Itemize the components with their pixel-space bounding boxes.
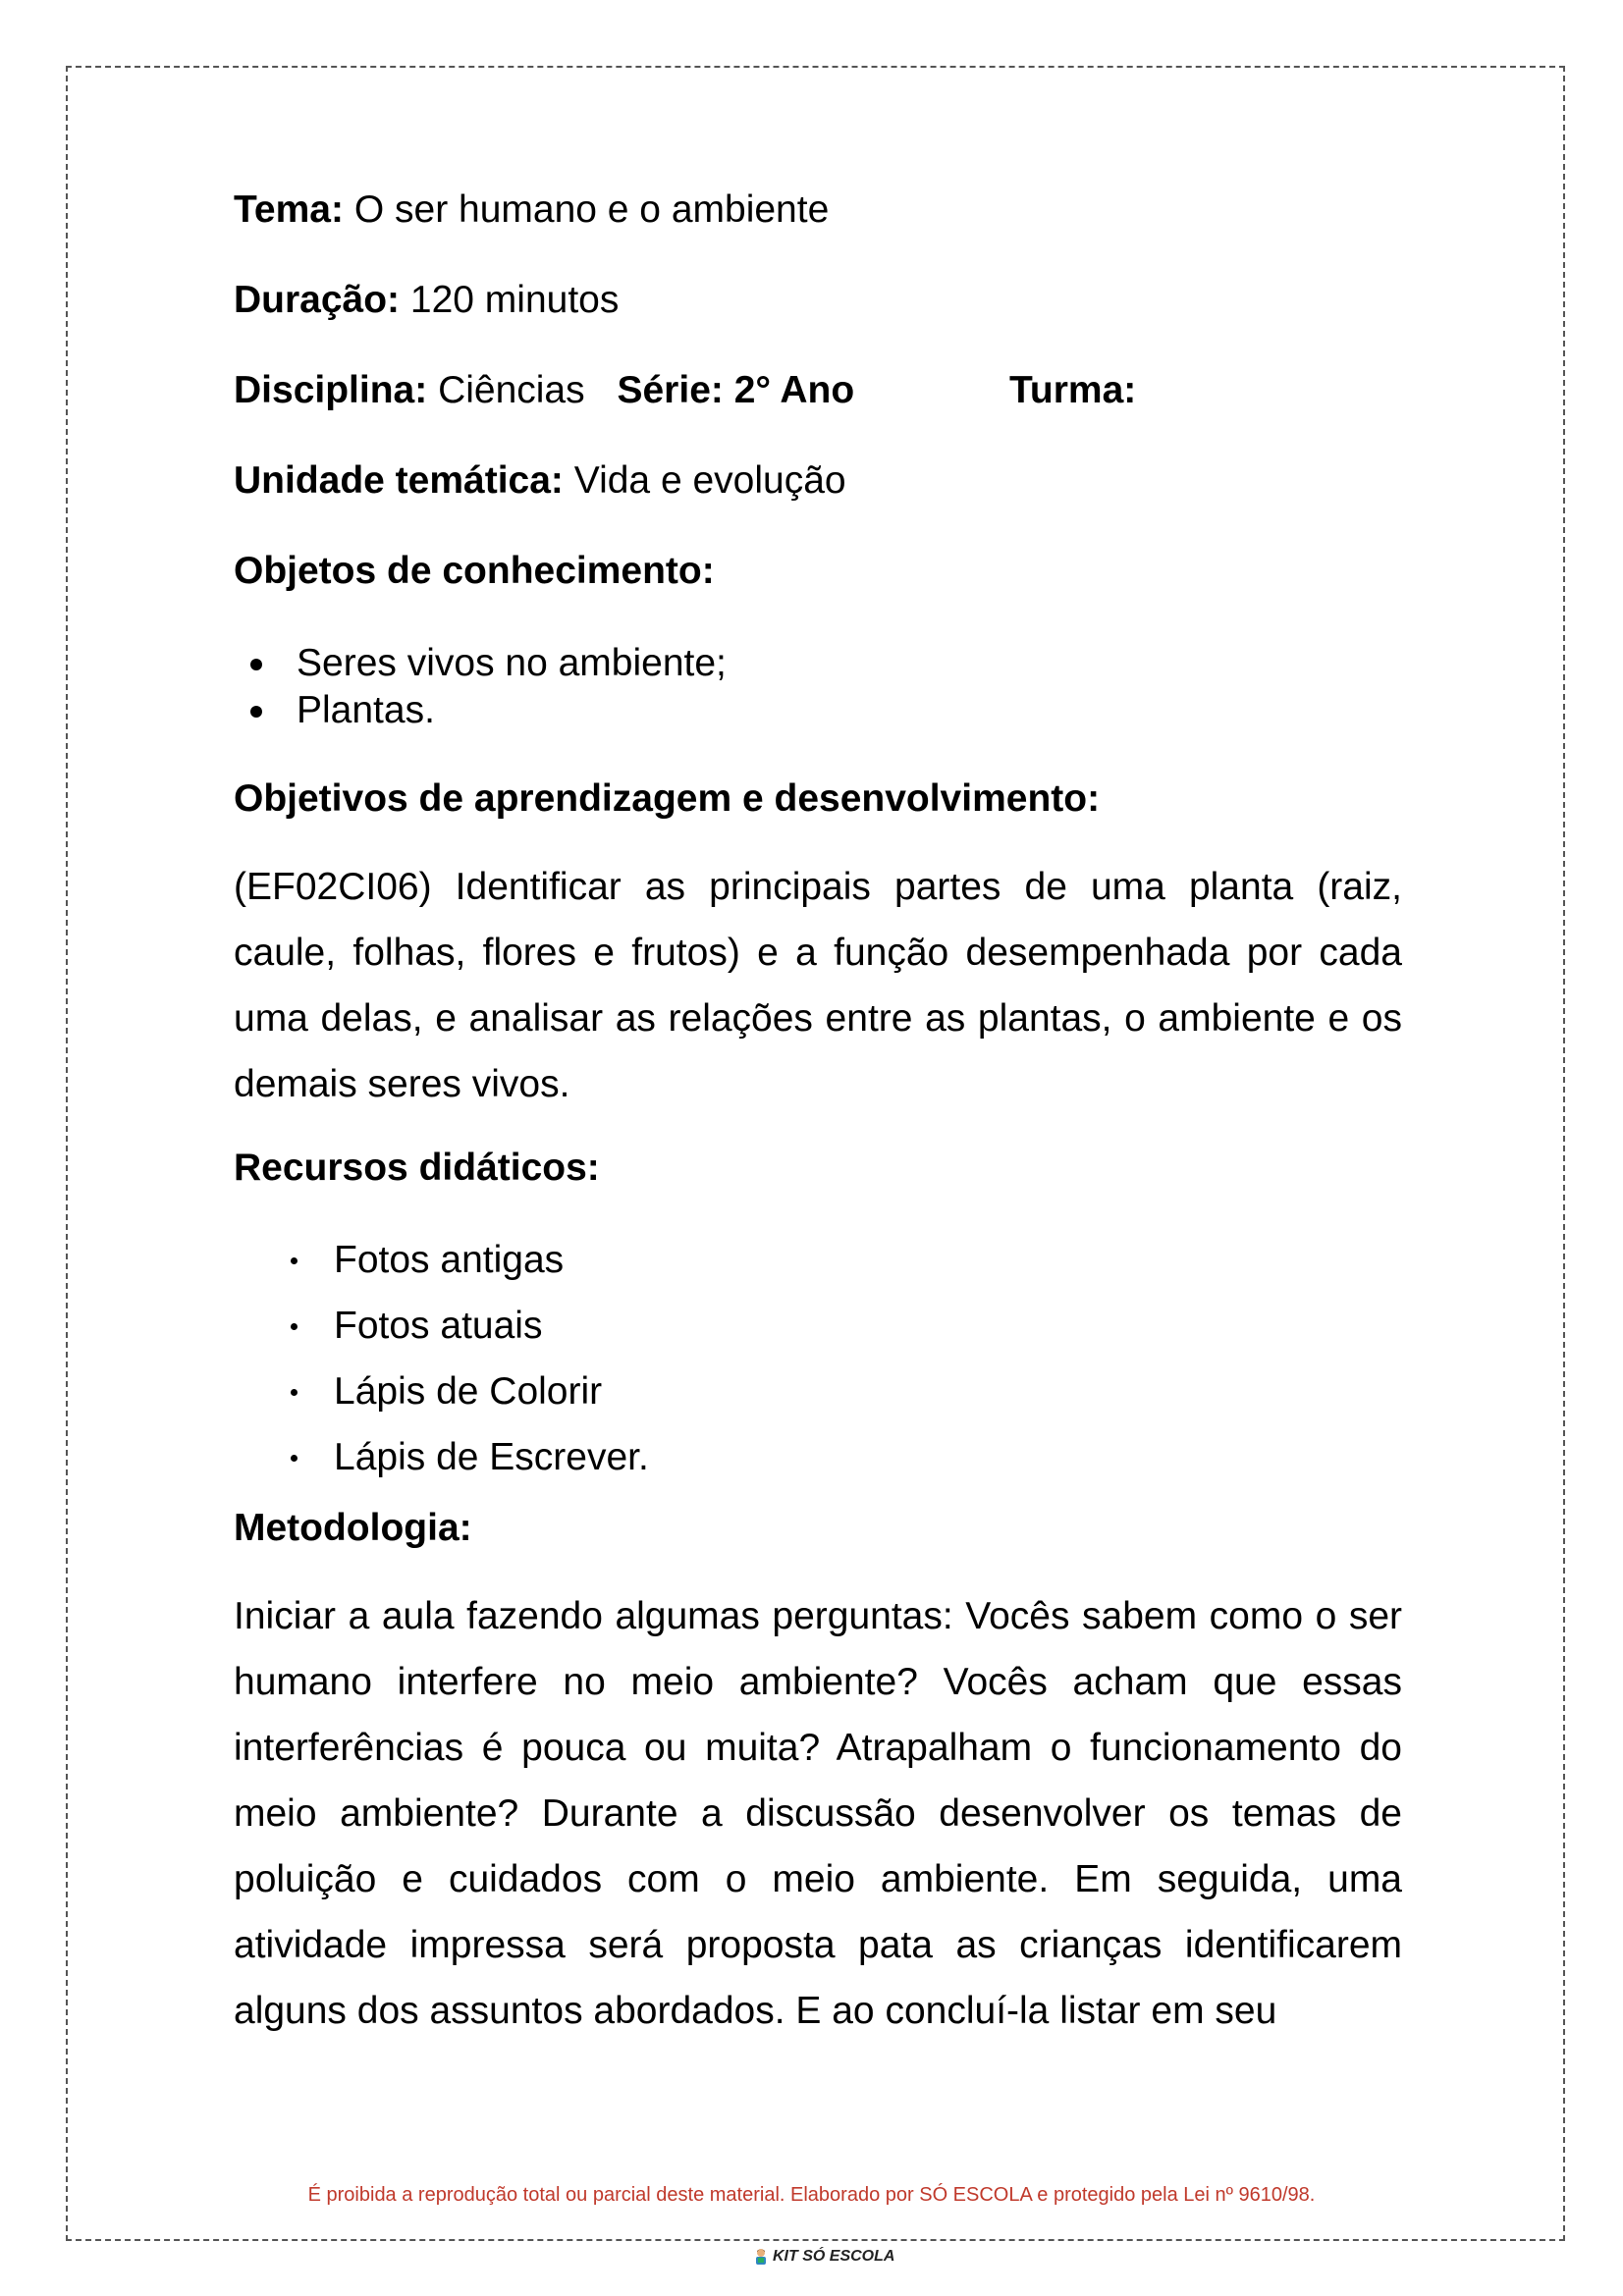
unidade-label: Unidade temática: (234, 459, 564, 502)
recursos-heading: Recursos didáticos: (234, 1147, 600, 1189)
lesson-plan (234, 187, 1402, 2044)
unidade-value: Vida e evolução (573, 459, 846, 502)
list-item: Lápis de Escrever. (234, 1434, 1402, 1481)
school-kid-icon (753, 2248, 769, 2266)
objetos-list (234, 640, 1402, 734)
turma-label: Turma: (1009, 369, 1137, 411)
list-item: Seres vivos no ambiente; (234, 640, 1402, 687)
brand-text: KIT SÓ ESCOLA (773, 2248, 895, 2265)
tema-value: O ser humano e o ambiente (353, 188, 830, 231)
list-item: Fotos atuais (234, 1303, 1402, 1350)
disciplina-value: Ciências (438, 369, 585, 411)
list-item: Lápis de Colorir (234, 1368, 1402, 1415)
field-tema (234, 187, 1402, 234)
copyright-notice: É proibida a reprodução total ou parcial deste material. Elaborado por SÓ ESCOLA e protegido pela Lei nº 9610/98. (307, 2184, 1316, 2206)
list-item: Fotos antigas (234, 1237, 1402, 1284)
tema-label: Tema: (234, 188, 344, 231)
objetivos-heading: Objetivos de aprendizagem e desenvolvimento: (234, 777, 1101, 820)
field-unidade (234, 457, 1402, 505)
serie-label: Série: 2° Ano (617, 369, 855, 411)
metodologia-heading: Metodologia: (234, 1507, 472, 1549)
disciplina-label: Disciplina: (234, 369, 428, 411)
recursos-list (234, 1237, 1402, 1481)
field-disciplina (234, 367, 1402, 414)
objetivos-text: (EF02CI06) Identificar as principais partes de uma planta (raiz, caule, folhas, flores e frutos) e a função desempenhada por cada uma delas, e analisar as relações entre as plantas, o ambiente e os demais seres vivos. (234, 866, 1402, 1105)
list-item: Plantas. (234, 687, 1402, 734)
metodologia-text: Iniciar a aula fazendo algumas perguntas: Vocês sabem como o ser humano interfere no meio ambiente? Vocês acham que essas interferências é pouca ou muita? Atrapalham o funcionamento do meio ambiente? Durante a discussão desenvolver os temas de poluição e cuidados com o meio ambiente. Em seguida, uma atividade impressa será proposta pata as crianças identificarem alguns dos assuntos abordados. E ao concluí-la listar em seu (234, 1595, 1402, 2032)
duracao-value: 120 minutos (409, 279, 620, 321)
brand-logo (753, 2248, 894, 2266)
duracao-label: Duração: (234, 279, 401, 321)
objetos-heading: Objetos de conhecimento: (234, 550, 715, 592)
field-duracao (234, 277, 1402, 324)
